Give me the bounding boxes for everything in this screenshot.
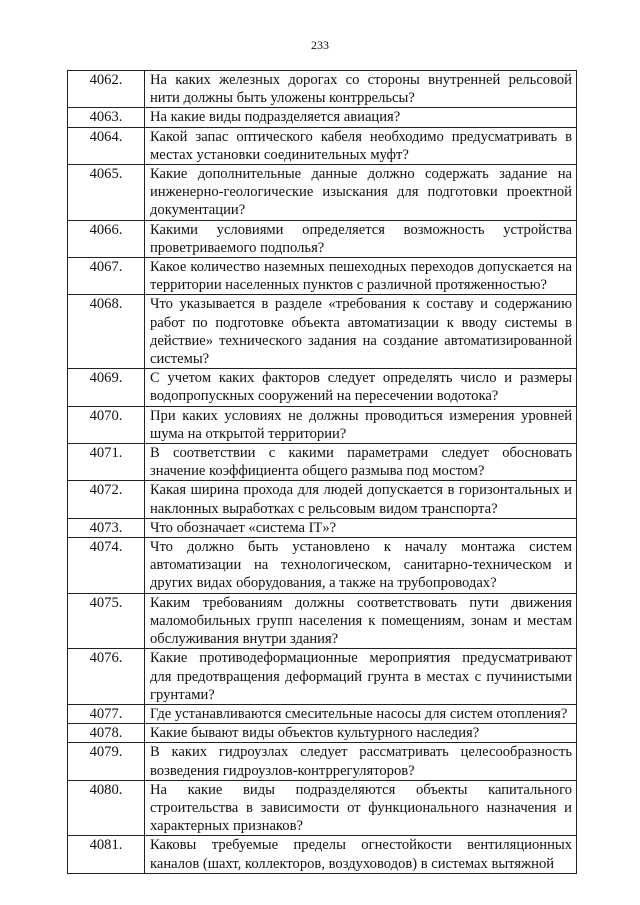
- table-row: [68, 836, 577, 873]
- question-number: 4076.: [68, 649, 145, 705]
- table-row: [68, 108, 577, 127]
- table-row: [68, 71, 577, 108]
- table-row: [68, 649, 577, 705]
- question-text: При каких условиях не должны проводиться измерения уровней шума на открытой территории?: [145, 406, 577, 443]
- table-row: [68, 518, 577, 537]
- question-number: 4069.: [68, 369, 145, 406]
- questions-table-body: [68, 71, 577, 874]
- question-number: 4080.: [68, 780, 145, 836]
- table-row: [68, 780, 577, 836]
- table-row: [68, 369, 577, 406]
- table-row: [68, 406, 577, 443]
- question-text: В соответствии с какими параметрами следует обосновать значение коэффициента общего размыва под мостом?: [145, 444, 577, 481]
- page-number: 233: [311, 38, 329, 52]
- question-text: Каким требованиям должны соответствовать пути движения маломобильных групп населения к помещениям, зонам и местам обслуживания внутри здания?: [145, 593, 577, 649]
- question-number: 4075.: [68, 593, 145, 649]
- table-row: [68, 724, 577, 743]
- table-row: [68, 743, 577, 780]
- table-row: [68, 593, 577, 649]
- table-row: [68, 295, 577, 369]
- table-row: [68, 704, 577, 723]
- table-row: [68, 444, 577, 481]
- question-text: На какие виды подразделяются объекты капитального строительства в зависимости от функционального назначения и характерных признаков?: [145, 780, 577, 836]
- table-row: [68, 258, 577, 295]
- question-number: 4064.: [68, 127, 145, 164]
- question-text: Где устанавливаются смесительные насосы для систем отопления?: [145, 704, 577, 723]
- question-text: Какой запас оптического кабеля необходимо предусматривать в местах установки соединительных муфт?: [145, 127, 577, 164]
- question-text: Какие бывают виды объектов культурного наследия?: [145, 724, 577, 743]
- question-text: На каких железных дорогах со стороны внутренней рельсовой нити должны быть уложены контррельсы?: [145, 71, 577, 108]
- question-number: 4066.: [68, 220, 145, 257]
- question-text: Каковы требуемые пределы огнестойкости вентиляционных каналов (шахт, коллекторов, воздуховодов) в системах вытяжной: [145, 836, 577, 873]
- question-number: 4078.: [68, 724, 145, 743]
- questions-table: [67, 70, 577, 874]
- question-number: 4067.: [68, 258, 145, 295]
- question-number: 4068.: [68, 295, 145, 369]
- question-number: 4071.: [68, 444, 145, 481]
- question-text: Какое количество наземных пешеходных переходов допускается на территории населенных пунктов с различной протяженностью?: [145, 258, 577, 295]
- question-number: 4081.: [68, 836, 145, 873]
- question-text: С учетом каких факторов следует определять число и размеры водопропускных сооружений на пересечении водотока?: [145, 369, 577, 406]
- question-number: 4072.: [68, 481, 145, 518]
- question-number: 4070.: [68, 406, 145, 443]
- table-row: [68, 481, 577, 518]
- question-text: Какие противодеформационные мероприятия предусматривают для предотвращения деформаций грунта в местах с пучинистыми грунтами?: [145, 649, 577, 705]
- question-text: Что обозначает «система IT»?: [145, 518, 577, 537]
- question-number: 4065.: [68, 165, 145, 221]
- question-number: 4079.: [68, 743, 145, 780]
- question-text: Какие дополнительные данные должно содержать задание на инженерно-геологические изыскания для подготовки проектной документации?: [145, 165, 577, 221]
- question-text: Что должно быть установлено к началу монтажа систем автоматизации на технологическом, санитарно-техническом и других видах оборудования, а также на трубопроводах?: [145, 538, 577, 594]
- question-number: 4063.: [68, 108, 145, 127]
- question-number: 4073.: [68, 518, 145, 537]
- table-row: [68, 127, 577, 164]
- question-text: Что указывается в разделе «требования к составу и содержанию работ по подготовке объекта автоматизации к вводу системы в действие» технического задания на создание автоматизированной системы?: [145, 295, 577, 369]
- question-number: 4077.: [68, 704, 145, 723]
- question-number: 4062.: [68, 71, 145, 108]
- question-number: 4074.: [68, 538, 145, 594]
- table-row: [68, 220, 577, 257]
- question-text: На какие виды подразделяется авиация?: [145, 108, 577, 127]
- table-row: [68, 538, 577, 594]
- question-text: В каких гидроузлах следует рассматривать целесообразность возведения гидроузлов-контррегуляторов?: [145, 743, 577, 780]
- table-row: [68, 165, 577, 221]
- question-text: Какими условиями определяется возможность устройства проветриваемого подполья?: [145, 220, 577, 257]
- question-text: Какая ширина прохода для людей допускается в горизонтальных и наклонных выработках с рельсовым видом транспорта?: [145, 481, 577, 518]
